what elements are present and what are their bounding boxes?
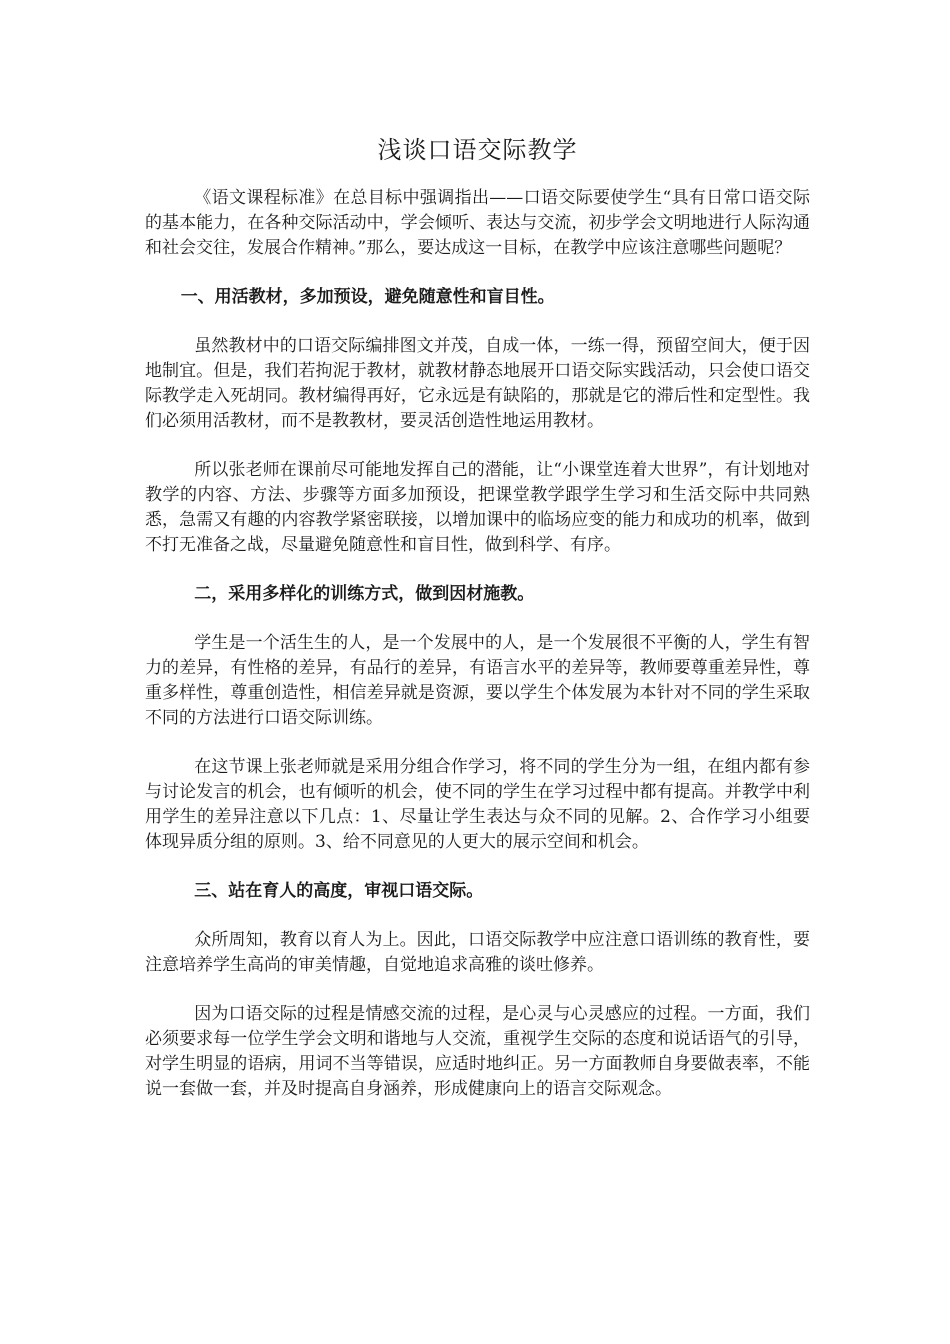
- section-3-paragraph-1: 众所周知，教育以育人为上。因此，口语交际教学中应注意口语训练的教育性，要注意培养学生高尚的审美情趣，自觉地追求高雅的谈吐修养。: [145, 930, 810, 975]
- section-3-heading: 三、站在育人的高度，审视口语交际。: [194, 881, 484, 901]
- document-title: 浅谈口语交际教学: [377, 136, 578, 164]
- section-1-heading: 一、用活教材，多加预设，避免随意性和盲目性。: [180, 287, 555, 307]
- section-3-paragraph-2: 因为口语交际的过程是情感交流的过程，是心灵与心灵感应的过程。一方面，我们必须要求每一位学生学会文明和谐地与人交流，重视学生交际的态度和说话语气的引导，对学生明显的语病，用词不当等错误，应适时地纠正。另一方面教师自身要做表率，不能说一套做一套，并及时提高自身涵养，形成健康向上的语言交际观念。: [145, 1004, 810, 1099]
- document-page: [145, 134, 810, 1126]
- section-2-heading: 二，采用多样化的训练方式，做到因材施教。: [194, 584, 535, 604]
- section-2-paragraph-2: 在这节课上张老师就是采用分组合作学习，将不同的学生分为一组，在组内都有参与讨论发言的机会，也有倾听的机会，使不同的学生在学习过程中都有提高。并教学中利用学生的差异注意以下几点：1、尽量让学生表达与众不同的见解。2、合作学习小组要体现异质分组的原则。3、给不同意见的人更大的展示空间和机会。: [145, 757, 810, 852]
- section-1-paragraph-1: 虽然教材中的口语交际编排图文并茂，自成一体，一练一得，预留空间大，便于因地制宜。但是，我们若拘泥于教材，就教材静态地展开口语交际实践活动，只会使口语交际教学走入死胡同。教材编得再好，它永远是有缺陷的，那就是它的滞后性和定型性。我们必须用活教材，而不是教教材，要灵活创造性地运用教材。: [145, 336, 810, 431]
- section-2-paragraph-1: 学生是一个活生生的人，是一个发展中的人，是一个发展很不平衡的人，学生有智力的差异，有性格的差异，有品行的差异，有语言水平的差异等，教师要尊重差异性，尊重多样性，尊重创造性，相信差异就是资源，要以学生个体发展为本针对不同的学生采取不同的方法进行口语交际训练。: [145, 633, 810, 728]
- section-1-paragraph-2: 所以张老师在课前尽可能地发挥自己的潜能，让“小课堂连着大世界”，有计划地对教学的内容、方法、步骤等方面多加预设，把课堂教学跟学生学习和生活交际中共同熟悉，急需又有趣的内容教学紧密联接，以增加课中的临场应变的能力和成功的机率，做到不打无准备之战，尽量避免随意性和盲目性，做到科学、有序。: [145, 460, 810, 555]
- intro-paragraph: 《语文课程标准》在总目标中强调指出——口语交际要使学生“具有日常口语交际的基本能力，在各种交际活动中，学会倾听、表达与交流，初步学会文明地进行人际沟通和社会交往，发展合作精神。”那么，要达成这一目标，在教学中应该注意哪些问题呢？: [145, 188, 810, 258]
